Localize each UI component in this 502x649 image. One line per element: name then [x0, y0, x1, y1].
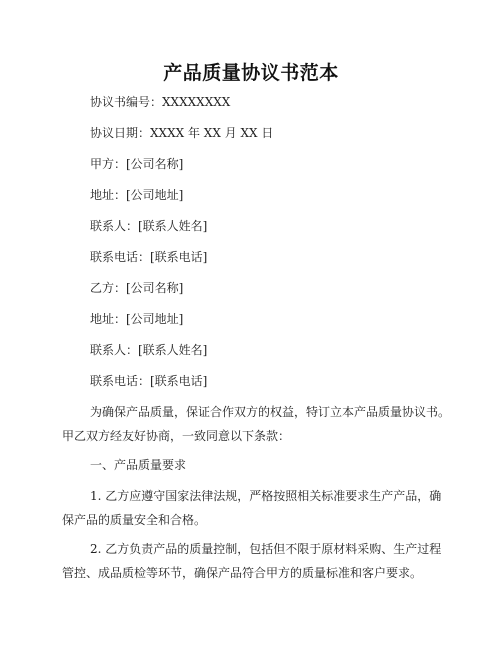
party-a-address: 地址：[公司地址] — [90, 188, 184, 202]
intro-line: 甲乙双方经友好协商，一致同意以下条款： — [62, 429, 291, 443]
party-b-phone: 联系电话：[联系电话] — [90, 374, 208, 388]
party-b-contact: 联系人：[联系人姓名] — [90, 343, 208, 357]
party-a-contact: 联系人：[联系人姓名] — [90, 219, 208, 233]
intro-paragraph — [62, 404, 451, 444]
clause-line: 1. 乙方应遵守国家法律法规，严格按照相关标准要求生产产品，确 — [90, 489, 442, 503]
party-a-phone: 联系电话：[联系电话] — [90, 250, 208, 264]
party-a-name: 甲方：[公司名称] — [90, 157, 184, 171]
clause-line: 2. 乙方负责产品的质量控制，包括但不限于原材料采购、生产过程 — [90, 542, 442, 556]
agreement-number: 协议书编号：XXXXXXXX — [90, 95, 231, 109]
intro-line: 为确保产品质量，保证合作双方的权益，特订立本产品质量协议书。 — [90, 405, 451, 419]
clause-paragraph — [62, 541, 442, 581]
party-b-name: 乙方：[公司名称] — [90, 281, 184, 295]
clause-paragraph — [62, 488, 442, 528]
document-title: 产品质量协议书范本 — [163, 62, 339, 84]
party-b-address: 地址：[公司地址] — [90, 312, 184, 326]
clause-line: 保产品的质量安全和合格。 — [62, 513, 207, 527]
section-heading: 一、产品质量要求 — [90, 458, 187, 472]
agreement-date: 协议日期：XXXX 年 XX 月 XX 日 — [90, 126, 274, 140]
clause-line: 管控、成品质检等环节，确保产品符合甲方的质量标准和客户要求。 — [62, 566, 423, 580]
